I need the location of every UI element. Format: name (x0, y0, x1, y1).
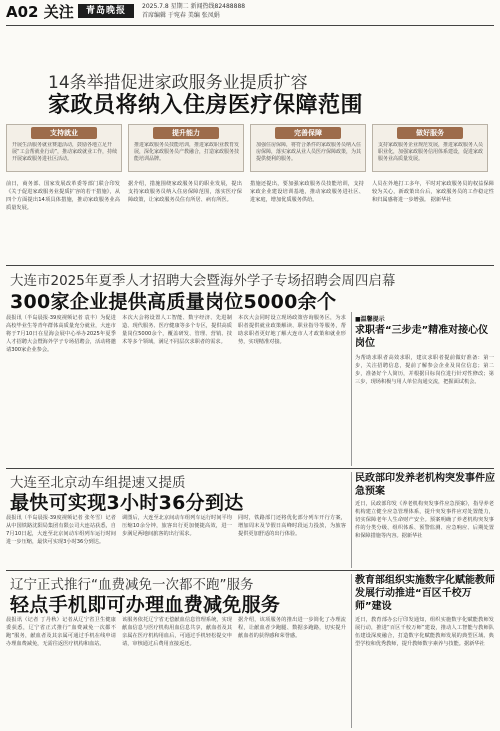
article2-column-1: 晨报讯（半岛晨报·39度视频记者 袁丰）为促进高校毕业生等青年群体高质量充分就业，大连市将于7月10日在星海会展中心举办2025年夏季人才招聘大会暨海外学子专场招聘会，活动将邀请300家企业参会。 (6, 315, 116, 354)
article2-kicker: 大连市2025年夏季人才招聘大会暨海外学子专场招聘会周四启幕 (10, 273, 396, 289)
article2-headline: 300家企业提供高质量岗位5000余个 (10, 291, 337, 313)
article1-column-2: 据介绍，措施围绕家政服务员的职业发展，提出支持家政服务员纳入住房保障范围，落实医疗保障政策，让家政服务员住有所居、病有所医。 (128, 181, 242, 204)
policy-box-3 (250, 124, 366, 172)
article1-column-3: 措施还提出，要加强家政服务员技能培训，支持家政企业建设培训基地，推动家政服务进社区、进家庭，增加优质服务供给。 (250, 181, 364, 204)
policy-box-text: 开展生活服务就业赛道活动，鼓励各地立足开展“工会帮就业行动”，推动家政就业工作，持续开展家政服务进社区活动。 (12, 142, 118, 162)
section-divider (6, 265, 494, 266)
article3-kicker: 大连至北京动车组提速又提质 (10, 475, 186, 491)
editors-line: 首席编辑 于宛春 美编 张凤娟 (142, 12, 220, 19)
policy-box-title: 做好服务 (397, 127, 463, 139)
column-divider (351, 574, 352, 728)
policy-box-title: 支持就业 (31, 127, 97, 139)
article2-column-3: 本次大会同时设立现场政策咨询服务区，为求职者提供就业政策解读、职业指导等服务，帮助求职者更好地了解大连市人才政策和就业形势，实现精准对接。 (238, 315, 346, 346)
section-name: 关注 (43, 3, 74, 21)
article3-column-1: 晨报讯（半岛晨报·39度视频记者 张冬雪）记者从中国铁路沈阳局集团有限公司大连站获悉，自7月10日起，大连至北京间动车组列车运行时间进一步压缩，最快可实现3小时36分到达。 (6, 515, 116, 546)
article5-headline: 轻点手机即可办理血费减免服务 (10, 594, 281, 616)
article6-headline: 教育部组织实施数字化赋能教师发展行动推进“百区千校万师”建设 (355, 575, 495, 612)
section-divider (6, 468, 494, 469)
section-divider (6, 570, 494, 571)
article1-headline: 家政员将纳入住房医疗保障范围 (48, 93, 364, 118)
article1-column-1: 前日，商务部、国家发展改革委等部门联合印发《关于促进家政服务业提质扩容的若干措施》，从四个方面提出14项具体措施，推动家政服务业高质量发展。 (6, 181, 120, 212)
policy-box-2 (128, 124, 244, 172)
sidebar-headline: 求职者“三步走”精准对接心仪岗位 (355, 325, 489, 349)
article1-kicker: 14条举措促进家政服务业提质扩容 (48, 73, 308, 93)
policy-box-text: 支持家政服务企业规范发展，推进家政服务人员职业化，加强家政服务信用体系建设，促进家政服务业高质量发展。 (378, 142, 484, 162)
policy-box-text: 加强住房保障，将符合条件的家政服务员纳入住房保障，落实家政从业人员医疗保障政策，为其提供便利的服务。 (256, 142, 362, 162)
policy-box-1 (6, 124, 122, 172)
newspaper-logo: 青岛晚报 (78, 4, 134, 18)
article5-column-2: 该服务依托辽宁省无偿献血信息管理系统，实现献血信息与医疗机构用血信息共享，献血者及其亲属在医疗机构用血后，可通过手机轻松提交申请，审核通过后费用直接返还。 (122, 617, 232, 648)
sidebar-text: 为帮助求职者高效求职，建议求职者提前做好准备：第一步，关注招聘信息，提前了解参会企业及岗位信息；第二步，准备好个人简历，并根据目标岗位进行针对性修改；第三步，现场积极与用人单位沟通交流，把握面试机会。 (355, 355, 494, 386)
article3-column-2: 调图后，大连至北京间动车组列车运行时间平均压缩10余分钟，旅客出行更加便捷高效，进一步满足两地间旅客的出行需求。 (122, 515, 232, 538)
policy-box-text: 推进家政服务员技能培训，推进家政职业教育发展，深化家政服务员产教融合，打造家政服务技能培训品牌。 (134, 142, 240, 162)
article6-text: 近日，教育部办公厅印发通知，组织实施数字化赋能教师发展行动，推进“百区千校万师”建设，推动人工智能与教师队伍建设深度融合，打造数字化赋能教师发展的典型区域、典型学校和优秀教师，提升教师数字素养与技能。据新华社 (355, 617, 494, 648)
article4-text: 近日，民政部印发《养老机构突发事件应急预案》，指导养老机构建立健全应急管理体系，提升突发事件应对处置能力，切实保障老年人生命财产安全。预案明确了养老机构突发事件的分类分级、组织体系、预警监测、应急响应、后期处置和保障措施等内容。据新华社 (355, 501, 494, 540)
masthead-rule (6, 25, 494, 26)
article1-column-4: 人员在外地打工多年，平时对家政服务员的权益保障较为关心，新政策出台后，家政服务员的工作稳定性和归属感将进一步增强。 据新华社 (372, 181, 494, 204)
page-number: A02 关注 (6, 3, 74, 21)
column-divider (351, 312, 352, 466)
article2-column-2: 本次大会将设置人工智能、数字经济、先进制造、现代服务、医疗健康等多个专区，提供高质量岗位5000余个，覆盖研发、管理、营销、技术等多个领域，满足不同层次求职者的需求。 (122, 315, 232, 346)
issue-meta (142, 2, 245, 20)
article5-column-1: 晨报讯（记者 丁丹秋）记者从辽宁省卫生健康委获悉，辽宁省正式推行“血费减免一次都不跑”服务，献血者及其亲属可通过手机在线申请办理血费减免，无需往返医疗机构和血站。 (6, 617, 116, 648)
masthead (0, 0, 500, 26)
article3-headline: 最快可实现3小时36分到达 (10, 492, 244, 514)
article3-column-3: 同时，铁路部门还将优化部分列车开行方案，增加周末及节假日高峰时段运力投放，为旅客提供更加舒适的出行体验。 (238, 515, 346, 538)
article4-headline: 民政部印发养老机构突发事件应急预案 (355, 473, 495, 497)
article5-kicker: 辽宁正式推行“血费减免一次都不跑”服务 (10, 577, 254, 593)
article5-column-3: 据介绍，该项服务的推出进一步简化了办理流程，让献血者少跑腿、数据多跑路，切实提升献血者的获得感和荣誉感。 (238, 617, 346, 640)
sidebar-tag: ■温馨提示 (355, 316, 385, 323)
policy-box-title: 提升能力 (153, 127, 219, 139)
policy-box-title: 完善保障 (275, 127, 341, 139)
policy-box-4 (372, 124, 488, 172)
issue-date: 2025.7.8 星期二 新闻热线82488888 (142, 3, 246, 10)
column-divider (351, 472, 352, 568)
